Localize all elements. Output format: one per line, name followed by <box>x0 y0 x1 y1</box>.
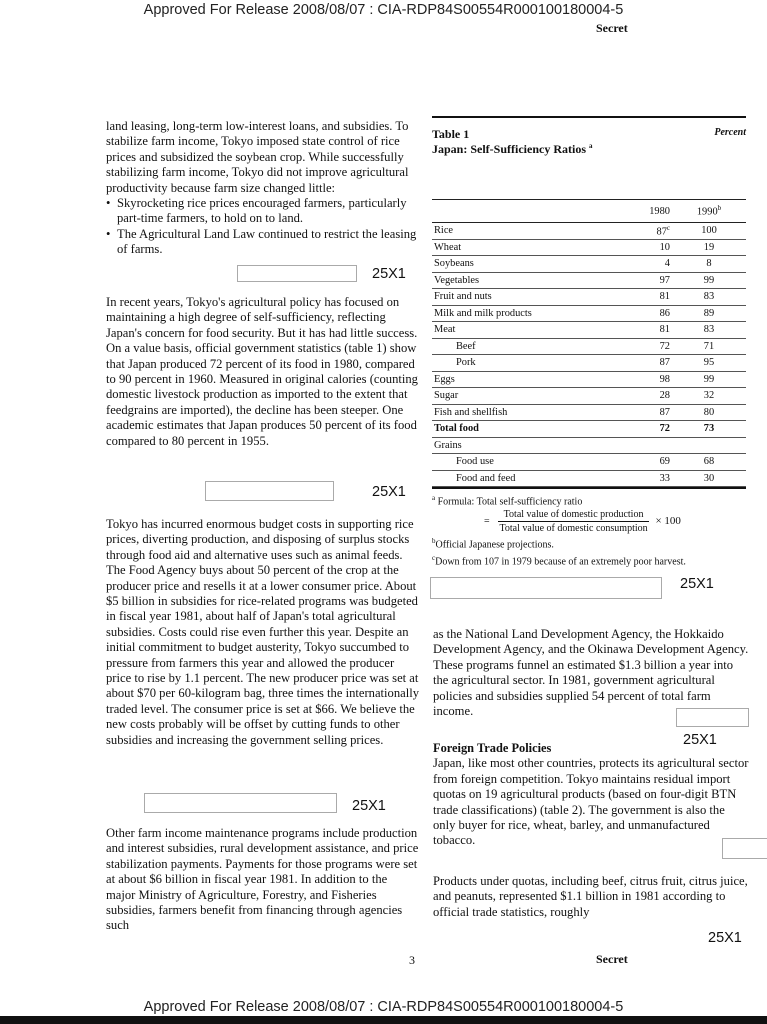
right-column <box>433 627 749 719</box>
row-label: Meat <box>432 322 628 339</box>
value-1990: 83 <box>672 322 746 339</box>
redaction-box <box>144 793 337 813</box>
value-1980 <box>628 437 672 454</box>
redaction-code: 25X1 <box>680 576 714 592</box>
value-1990: 71 <box>672 338 746 355</box>
value-1980 <box>628 305 672 322</box>
row-label: Milk and milk products <box>432 305 628 322</box>
bullet-item <box>106 196 419 227</box>
formula-denominator: Total value of domestic consumption <box>499 523 648 535</box>
value-1990 <box>672 437 746 454</box>
formula-fraction <box>498 508 650 535</box>
value-1990: 19 <box>672 239 746 256</box>
table-row <box>432 322 746 339</box>
release-header: Approved For Release 2008/08/07 : CIA-RDP84S00554R000100180004-5 <box>143 2 624 18</box>
bullet-marker: • <box>106 226 111 241</box>
note-a-mark: a <box>432 494 436 502</box>
table-row <box>432 338 746 355</box>
redaction-code: 25X1 <box>372 266 406 282</box>
value-1980 <box>628 470 672 487</box>
value-1980-text: 86 <box>659 307 670 319</box>
table-row <box>432 421 746 438</box>
table-row <box>432 404 746 421</box>
bullet-text-2: The Agricultural Land Law continued to restrict the leasing of farms. <box>117 226 417 257</box>
value-1980 <box>628 404 672 421</box>
note-c-text: Down from 107 in 1979 because of an extremely poor harvest. <box>435 555 686 567</box>
page-number: 3 <box>409 953 415 967</box>
value-1980 <box>628 388 672 405</box>
value-1990: 73 <box>672 421 746 438</box>
value-1990: 95 <box>672 355 746 372</box>
value-1980 <box>628 421 672 438</box>
note-c-mark: c <box>432 553 436 562</box>
redaction-box <box>722 838 767 859</box>
table-row <box>432 239 746 256</box>
value-1980-text: 72 <box>659 340 670 352</box>
table-row <box>432 470 746 487</box>
value-1990: 99 <box>672 371 746 388</box>
left-paragraph-4: Other farm income maintenance programs include production and interest subsidies, rural development assistance, and price stabilization payments. Payments for those programs were set at about $6 billion in fiscal year 1981. In addition to the major Ministry of Agriculture, Forestry, and Fisheries subsidies, farmers benefit from financing through agencies such <box>106 826 419 933</box>
redaction-box <box>676 708 749 727</box>
left-paragraph-3: Tokyo has incurred enormous budget costs in supporting rice prices, diverting production, and disposing of surplus stocks through food aid and alternative uses such as animal feeds. The Food Agency buys about 50 percent of the crop at the producer price and resells it at a lower consumer price. About $5 billion in subsidies for rice-related programs was budgeted in fiscal year 1981, about half of Japan's total agricultural subsidies. Costs could rise even further this year. Despite an initial commitment to budget austerity, Tokyo succumbed to pressure from farmers this year and allowed the producer price to rise by 1.1 percent. The new producer price was set at about $70 per 60-kilogram bag, three times the internationally traded level. The consumer price is set at $66. We believe the new costs probably will be offset by cutting funds to other subsidies and increasing the government selling prices. <box>106 517 420 747</box>
redaction-box <box>205 481 334 501</box>
row-label: Vegetables <box>432 272 628 289</box>
table-title-text: Japan: Self-Sufficiency Ratios <box>432 142 586 156</box>
col2-text: 1990 <box>696 206 718 218</box>
value-1990: 80 <box>672 404 746 421</box>
note-b <box>432 535 746 551</box>
table-row <box>432 355 746 372</box>
value-1980-text: 87 <box>659 357 670 369</box>
value-1980 <box>628 322 672 339</box>
column-header-1980 <box>628 200 672 223</box>
row-label: Rice <box>432 223 628 240</box>
value-1990: 100 <box>672 223 746 240</box>
value-1980-text: 98 <box>659 373 670 385</box>
left-paragraph-1: land leasing, long-term low-interest loans, and subsidies. To stabilize farm income, Tokyo imposed state control of rice prices and subsidized the soybean crop. While successfully stabilizing farm income, Tokyo did not improve agricultural productivity because farm size changed little: <box>106 119 409 195</box>
value-1980-text: 87 <box>659 406 670 418</box>
column-header-1990 <box>672 200 746 223</box>
left-paragraph-2: In recent years, Tokyo's agricultural policy has focused on maintaining a high degree of self-sufficiency, reflecting Japan's concern for food security. But it has had little success. On a value basis, official government statistics (table 1) show that Japan produced 72 percent of its food in 1980, compared to 90 percent in 1960. Measured in original calories (counting domestic livestock production as imported to the extent that feedgrains are imported), the decline has been steeper. One academic estimates that Japan produces 50 percent of its food compared to 80 percent in 1955. <box>106 295 418 448</box>
value-1980-text: 28 <box>659 390 670 402</box>
right-paragraph-2: Japan, like most other countries, protects its agricultural sector from foreign competition. Tokyo maintains residual import quotas on 19 agricultural products (based on four-digit BTN trade classifications) (table 2). The government is also the only buyer for rice, wheat, barley, and unmanufactured tobacco. <box>433 756 749 848</box>
row-label: Wheat <box>432 239 628 256</box>
redaction-box <box>430 577 662 599</box>
formula-times: × 100 <box>655 515 681 528</box>
value-1980 <box>628 355 672 372</box>
note-b-mark: b <box>432 537 436 546</box>
value-1980 <box>628 338 672 355</box>
value-1980 <box>628 371 672 388</box>
value-1990: 83 <box>672 289 746 306</box>
table-header <box>432 127 746 142</box>
value-1980-text: 81 <box>659 324 670 336</box>
table-row <box>432 454 746 471</box>
value-1980-text: 72 <box>659 423 670 435</box>
bullet-marker: • <box>106 196 111 211</box>
note-b-text: Official Japanese projections. <box>435 539 554 551</box>
row-label: Grains <box>432 437 628 454</box>
table-label: Table 1 <box>432 127 470 141</box>
left-column-3 <box>106 517 419 748</box>
table-row <box>432 289 746 306</box>
bottom-rule <box>0 1016 767 1024</box>
row-label: Food use <box>432 454 628 471</box>
value-1980 <box>628 289 672 306</box>
ratio-table <box>432 200 746 487</box>
formula-numerator: Total value of domestic production <box>498 508 650 522</box>
empty-header-cell <box>432 200 628 223</box>
value-1980 <box>628 454 672 471</box>
value-1990: 8 <box>672 256 746 273</box>
value-1980-text: 87 <box>656 226 667 238</box>
left-column <box>106 119 419 258</box>
table-row <box>432 437 746 454</box>
table-spacer <box>432 157 746 200</box>
table-row <box>432 223 746 240</box>
classification-header: Secret <box>596 21 628 35</box>
formula-equals: = <box>484 516 490 528</box>
table-row <box>432 256 746 273</box>
table-body <box>432 223 746 487</box>
value-1990: 68 <box>672 454 746 471</box>
value-1980-text: 81 <box>659 291 670 303</box>
note-a-text: Formula: Total self-sufficiency ratio <box>437 496 583 508</box>
right-paragraph-3: Products under quotas, including beef, citrus fruit, citrus juice, and peanuts, represented $1.1 billion in 1981 according to official trade statistics, roughly <box>433 874 748 919</box>
right-column-3 <box>433 874 749 920</box>
note-c <box>432 552 746 568</box>
redaction-code: 25X1 <box>372 484 406 500</box>
row-label: Beef <box>432 338 628 355</box>
row-label: Sugar <box>432 388 628 405</box>
table-row <box>432 305 746 322</box>
value-1980-text: 10 <box>659 241 670 253</box>
redaction-code: 25X1 <box>683 732 717 748</box>
redaction-code: 25X1 <box>352 798 386 814</box>
value-1990: 30 <box>672 470 746 487</box>
value-note: c <box>666 224 670 233</box>
table-unit: Percent <box>714 127 746 138</box>
row-label: Food and feed <box>432 470 628 487</box>
table-bottom-rule <box>432 487 746 489</box>
value-1980-text: 4 <box>664 258 670 270</box>
table-title-note: a <box>589 142 593 150</box>
right-column-2 <box>433 741 749 849</box>
section-heading: Foreign Trade Policies <box>433 741 552 755</box>
left-column-2 <box>106 295 419 449</box>
row-label: Fruit and nuts <box>432 289 628 306</box>
row-label: Soybeans <box>432 256 628 273</box>
table-column-headers <box>432 200 746 223</box>
left-column-4 <box>106 826 419 934</box>
col1-text: 1980 <box>649 205 670 217</box>
table-row <box>432 272 746 289</box>
bullet-text-1: Skyrocketing rice prices encouraged farmers, particularly part-time farmers, to hold on to land. <box>117 196 407 226</box>
row-label: Eggs <box>432 371 628 388</box>
table-notes <box>432 492 746 568</box>
value-1990: 99 <box>672 272 746 289</box>
row-label: Pork <box>432 355 628 372</box>
row-label: Total food <box>432 421 628 438</box>
value-1980 <box>628 223 672 240</box>
row-label: Fish and shellfish <box>432 404 628 421</box>
value-1980 <box>628 256 672 273</box>
note-a <box>432 492 746 508</box>
formula <box>484 508 746 535</box>
table-title <box>432 142 746 157</box>
value-1990: 89 <box>672 305 746 322</box>
redaction-box <box>237 265 357 282</box>
value-1990: 32 <box>672 388 746 405</box>
value-1980-text: 97 <box>659 274 670 286</box>
col2-note: b <box>717 204 722 213</box>
value-1980-text: 69 <box>659 456 670 468</box>
right-paragraph-1: as the National Land Development Agency, the Hokkaido Development Agency, and the Okinawa Development Agency. These programs funnel an estimated $1.3 billion a year into the agricultural sector. In 1981, government agricultural policies and subsidies supplied 54 percent of total farm income. <box>433 627 749 719</box>
value-1980-text: 33 <box>659 472 670 484</box>
redaction-code: 25X1 <box>708 930 742 946</box>
value-1980 <box>628 272 672 289</box>
bullet-item <box>106 227 419 258</box>
classification-footer: Secret <box>596 952 628 966</box>
release-footer: Approved For Release 2008/08/07 : CIA-RDP84S00554R000100180004-5 <box>143 999 624 1015</box>
table-row <box>432 388 746 405</box>
table-row <box>432 371 746 388</box>
value-1980 <box>628 239 672 256</box>
table-1 <box>432 116 746 568</box>
